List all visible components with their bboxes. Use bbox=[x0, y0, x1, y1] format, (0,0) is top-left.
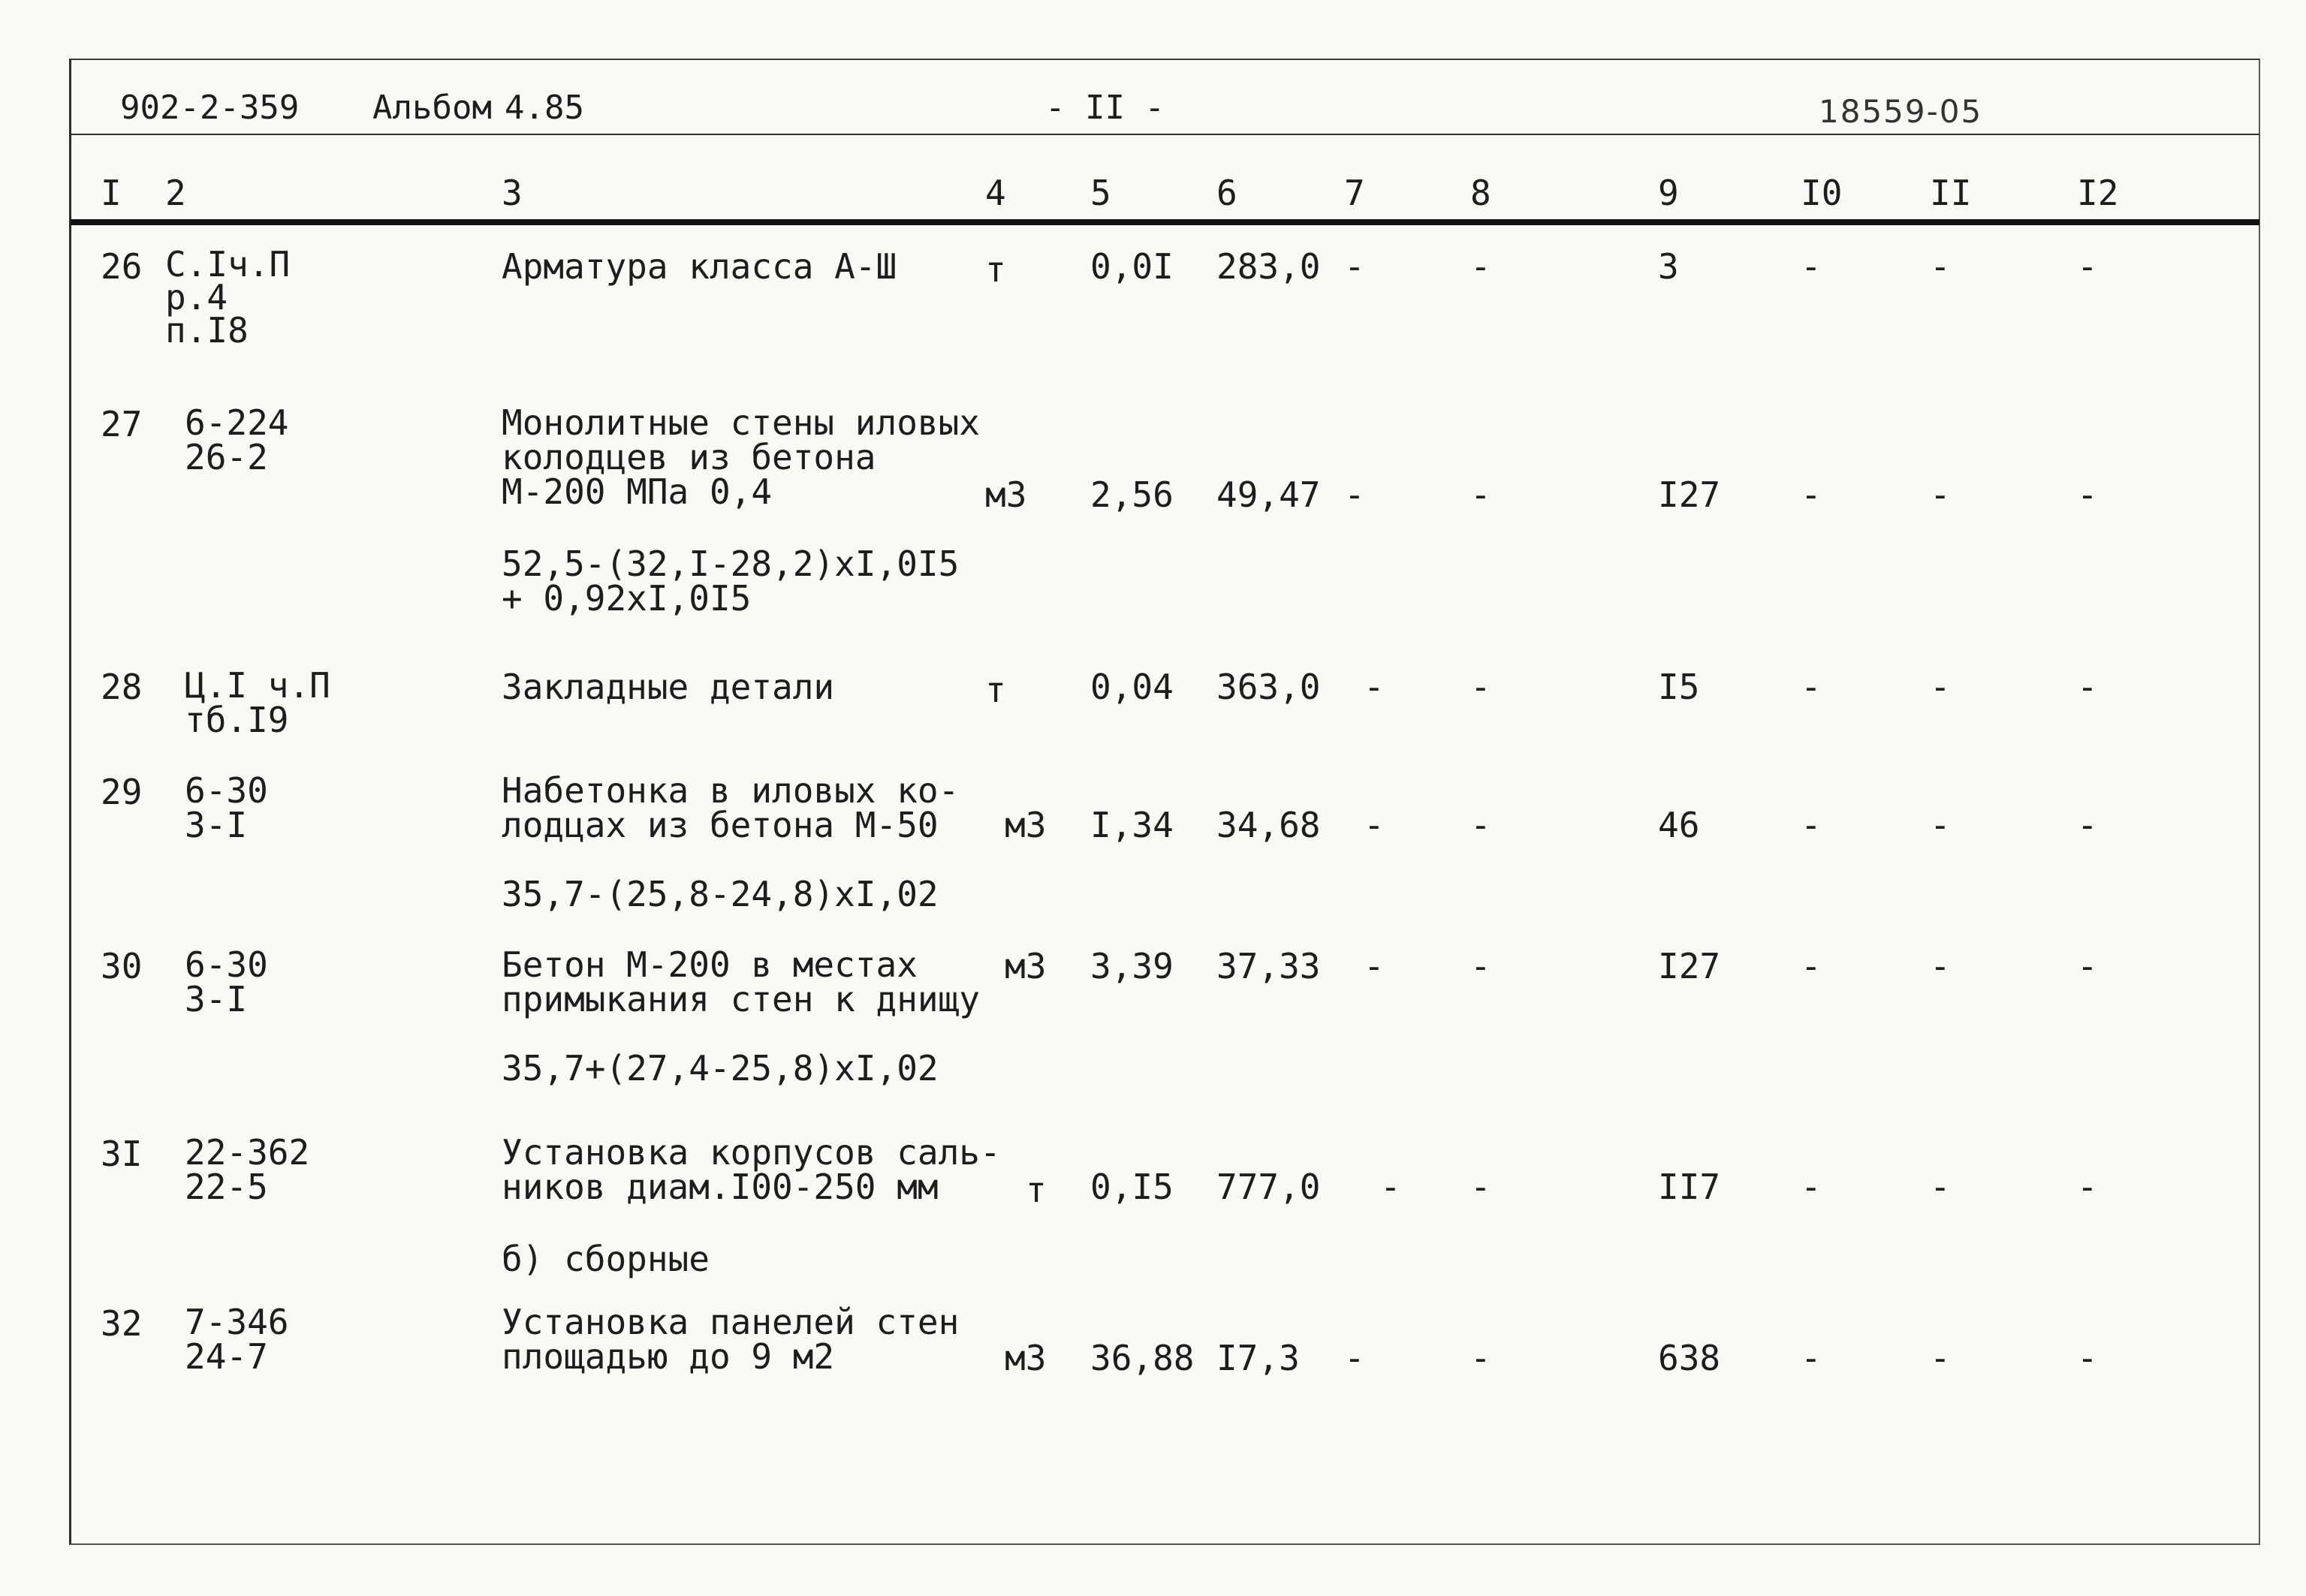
row-col9: I5 bbox=[1658, 667, 1700, 707]
column-header-divider bbox=[71, 219, 2259, 225]
row-number: 27 bbox=[101, 404, 143, 444]
row-col11: - bbox=[1930, 474, 1951, 515]
row-col10: - bbox=[1801, 667, 1822, 707]
col-num-10: I0 bbox=[1801, 173, 1843, 213]
row-col8: - bbox=[1470, 1167, 1491, 1207]
sheet-number: 18559-05 bbox=[1819, 93, 1983, 130]
row-description: Установка панелей стен площадью до 9 м2 bbox=[502, 1302, 960, 1377]
row-calculation: 52,5-(32,I-28,2)xI,0I5 + 0,92xI,0I5 bbox=[502, 544, 960, 619]
row-code: Ц.I ч.П тб.I9 bbox=[185, 665, 330, 740]
col-num-11: II bbox=[1930, 173, 1972, 213]
row-col9: 46 bbox=[1658, 805, 1700, 845]
row-col7: - bbox=[1344, 246, 1365, 287]
row-quantity: 0,04 bbox=[1090, 667, 1174, 707]
row-calculation: 35,7+(27,4-25,8)xI,02 bbox=[502, 1048, 939, 1089]
row-code: 6-30 3-I bbox=[185, 944, 268, 1019]
row-col10: - bbox=[1801, 1338, 1822, 1378]
row-description: Бетон М-200 в местах примыкания стен к днищу bbox=[502, 944, 980, 1019]
col-num-12: I2 bbox=[2077, 173, 2119, 213]
row-unit: т bbox=[985, 249, 1006, 290]
row-price: 34,68 bbox=[1216, 805, 1321, 845]
row-col7: - bbox=[1380, 1167, 1401, 1207]
project-code: 902-2-359 bbox=[120, 89, 300, 127]
row-col8: - bbox=[1470, 474, 1491, 515]
row-col7: - bbox=[1344, 1338, 1365, 1378]
row-col8: - bbox=[1470, 667, 1491, 707]
row-number: 32 bbox=[101, 1303, 143, 1344]
row-description: Монолитные стены иловых колодцев из бетона М-200 МПа 0,4 bbox=[502, 402, 980, 512]
row-col7: - bbox=[1344, 474, 1365, 515]
row-col8: - bbox=[1470, 1338, 1491, 1378]
row-description: Установка корпусов саль- ников диам.I00-250 мм bbox=[502, 1132, 1001, 1207]
row-col11: - bbox=[1930, 667, 1951, 707]
row-col10: - bbox=[1801, 246, 1822, 287]
col-num-1: I bbox=[101, 173, 122, 213]
col-num-8: 8 bbox=[1470, 173, 1491, 213]
row-number: 26 bbox=[101, 246, 143, 287]
row-col9: 638 bbox=[1658, 1338, 1721, 1378]
row-col9: II7 bbox=[1658, 1167, 1721, 1207]
row-quantity: 3,39 bbox=[1090, 946, 1174, 986]
row-code: 7-346 24-7 bbox=[185, 1302, 289, 1377]
col-num-7: 7 bbox=[1344, 173, 1365, 213]
album-number: 4.85 bbox=[505, 89, 584, 127]
row-code: С.Iч.П р.4 п.I8 bbox=[165, 244, 291, 351]
row-col12: - bbox=[2077, 246, 2098, 287]
row-unit: м3 bbox=[1005, 1338, 1047, 1378]
row-col8: - bbox=[1470, 946, 1491, 986]
row-description: Набетонка в иловых ко- лодцах из бетона М-50 bbox=[502, 770, 960, 845]
row-quantity: 36,88 bbox=[1090, 1338, 1195, 1378]
row-number: 3I bbox=[101, 1134, 143, 1174]
row-quantity: 0,I5 bbox=[1090, 1167, 1174, 1207]
row-col10: - bbox=[1801, 946, 1822, 986]
row-col11: - bbox=[1930, 805, 1951, 845]
row-price: 363,0 bbox=[1216, 667, 1321, 707]
row-unit: м3 bbox=[985, 474, 1027, 515]
row-price: I7,3 bbox=[1216, 1338, 1300, 1378]
row-quantity: 0,0I bbox=[1090, 246, 1174, 287]
row-code: 6-224 26-2 bbox=[185, 402, 289, 477]
row-col9: I27 bbox=[1658, 474, 1721, 515]
row-number: 30 bbox=[101, 946, 143, 986]
row-col9: 3 bbox=[1658, 246, 1679, 287]
row-unit: т bbox=[1026, 1170, 1047, 1210]
col-num-4: 4 bbox=[985, 173, 1006, 213]
row-col12: - bbox=[2077, 946, 2098, 986]
row-description: Закладные детали bbox=[502, 667, 835, 707]
row-col11: - bbox=[1930, 246, 1951, 287]
page-number: - II - bbox=[1045, 89, 1165, 127]
row-price: 49,47 bbox=[1216, 474, 1321, 515]
row-col12: - bbox=[2077, 667, 2098, 707]
row-col11: - bbox=[1930, 946, 1951, 986]
col-num-6: 6 bbox=[1216, 173, 1237, 213]
row-col9: I27 bbox=[1658, 946, 1721, 986]
row-col12: - bbox=[2077, 1167, 2098, 1207]
col-num-5: 5 bbox=[1090, 173, 1111, 213]
row-col11: - bbox=[1930, 1167, 1951, 1207]
row-code: 6-30 3-I bbox=[185, 770, 268, 845]
row-calculation: 35,7-(25,8-24,8)xI,02 bbox=[502, 874, 939, 914]
row-unit: м3 bbox=[1005, 805, 1047, 845]
row-quantity: 2,56 bbox=[1090, 474, 1174, 515]
row-price: 777,0 bbox=[1216, 1167, 1321, 1207]
col-num-9: 9 bbox=[1658, 173, 1679, 213]
row-price: 283,0 bbox=[1216, 246, 1321, 287]
row-description: Арматура класса А-Ш bbox=[502, 246, 897, 287]
header-divider bbox=[71, 134, 2259, 135]
row-col7: - bbox=[1364, 805, 1385, 845]
col-num-2: 2 bbox=[165, 173, 186, 213]
col-num-3: 3 bbox=[502, 173, 523, 213]
row-col8: - bbox=[1470, 246, 1491, 287]
row-col8: - bbox=[1470, 805, 1491, 845]
row-price: 37,33 bbox=[1216, 946, 1321, 986]
row-code: 22-362 22-5 bbox=[185, 1132, 310, 1207]
row-col10: - bbox=[1801, 1167, 1822, 1207]
row-col12: - bbox=[2077, 474, 2098, 515]
row-col7: - bbox=[1364, 946, 1385, 986]
row-number: 28 bbox=[101, 667, 143, 707]
row-unit: т bbox=[985, 670, 1006, 710]
row-col12: - bbox=[2077, 805, 2098, 845]
row-col12: - bbox=[2077, 1338, 2098, 1378]
album-label: Альбом bbox=[372, 89, 492, 127]
row-calculation: б) сборные bbox=[502, 1239, 710, 1279]
row-col11: - bbox=[1930, 1338, 1951, 1378]
row-number: 29 bbox=[101, 772, 143, 812]
row-col10: - bbox=[1801, 474, 1822, 515]
row-col7: - bbox=[1364, 667, 1385, 707]
row-unit: м3 bbox=[1005, 946, 1047, 986]
row-col10: - bbox=[1801, 805, 1822, 845]
row-quantity: I,34 bbox=[1090, 805, 1174, 845]
